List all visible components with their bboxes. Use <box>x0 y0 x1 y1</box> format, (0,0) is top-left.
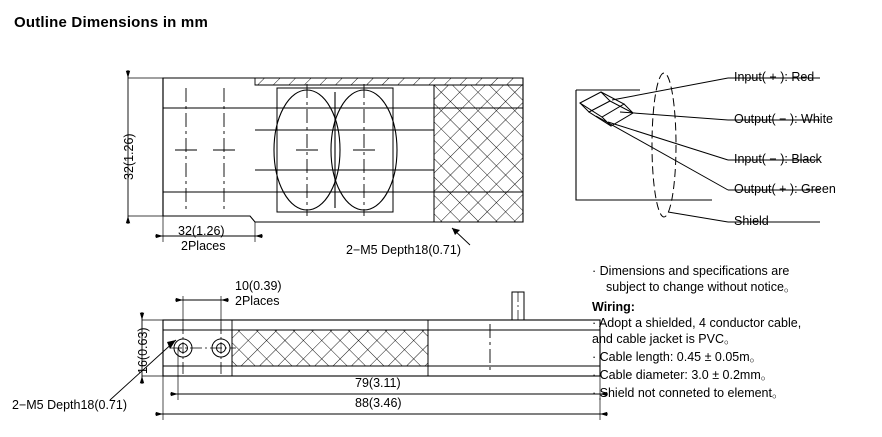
top-view-width-dim: 32(1.26) <box>178 224 225 238</box>
side-view-overall-length: 88(3.46) <box>355 396 402 410</box>
side-view-height-dim: 16(0.63) <box>136 327 150 374</box>
wire-label-shield: Shield <box>734 214 769 228</box>
notes-wiring-heading: Wiring: <box>592 300 635 314</box>
wire-label-input-negative: Input( − ): Black <box>734 152 822 166</box>
top-view-height-dim: 32(1.26) <box>122 133 136 180</box>
top-view-width-dim-note: 2Places <box>181 239 226 253</box>
side-view-inner-length: 79(3.11) <box>355 376 401 390</box>
side-view-hole-spacing-note: 2Places <box>235 294 280 308</box>
page-title: Outline Dimensions in mm <box>14 14 208 31</box>
notes-item-0: · Adopt a shielded, 4 conductor cable, <box>592 316 802 330</box>
side-view-hole-note: 2−M5 Depth18(0.71) <box>12 398 128 412</box>
notes-item-1: and cable jacket is PVC。 <box>592 332 737 346</box>
notes-item-2: · Cable length: 0.45 ± 0.05m。 <box>592 350 763 364</box>
notes-disclaimer-line2: subject to change without notice。 <box>606 280 797 294</box>
wire-label-input-positive: Input( + ): Red <box>734 70 815 84</box>
notes-disclaimer-line1: · Dimensions and specifications are <box>592 264 790 278</box>
side-view-hole-spacing: 10(0.39) <box>235 279 282 293</box>
top-view-hole-note: 2−M5 Depth18(0.71) <box>346 243 462 257</box>
notes-item-4: · Shield not conneted to element。 <box>592 386 785 400</box>
wire-label-output-negative: Output( − ): White <box>734 112 833 126</box>
wire-label-output-positive: Output( + ): Green <box>734 182 836 196</box>
notes-item-3: · Cable diameter: 3.0 ± 0.2mm。 <box>592 368 774 382</box>
